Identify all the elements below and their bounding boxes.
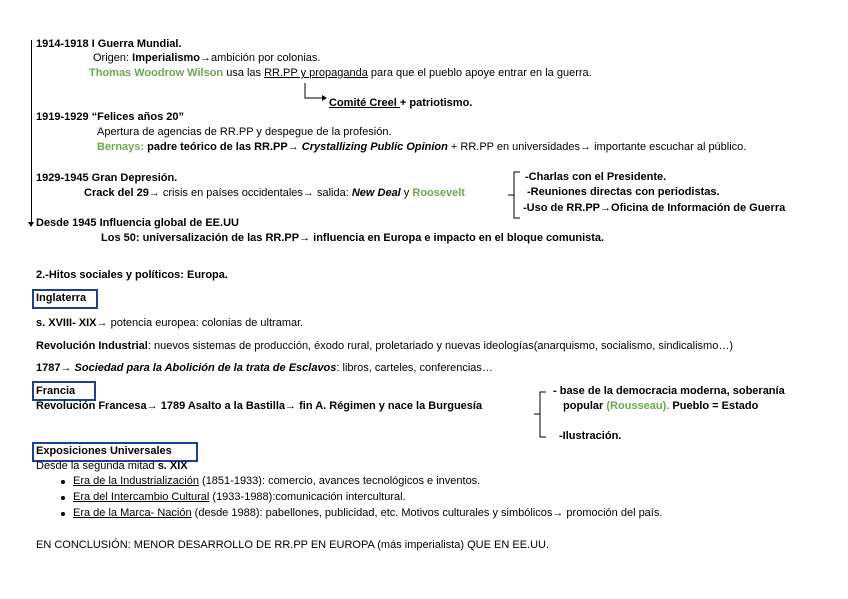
creel-line [329,97,472,110]
heading-1929: 1929-1945 Gran Depresión. [36,172,178,184]
francia-item-2a: popular [563,400,607,412]
arrow-icon: → [552,507,564,519]
roosevelt-item-3b: Oficina de Información de Guerra [611,202,786,214]
y1787-ital: Sociedad para la Abolición de la trata de Esclavos [71,362,337,374]
roosevelt: Roosevelt [412,187,465,199]
y1787-bold: 1787 [36,362,61,374]
roosevelt-item-1: -Charlas con el Presidente. [525,171,667,183]
crack-mid: crisis en países occidentales [159,187,303,199]
francia-item-1: - base de la democracia moderna, soberanía [553,385,785,397]
timeline-arrowhead [28,222,34,227]
arrow-icon: → [302,187,314,199]
era-rest: (desde 1988): pabellones, publicidad, etc. Motivos culturales y simbólicos [191,507,553,519]
newdeal: New Deal [351,187,401,199]
wilson-link: RR.PP y propaganda [264,67,368,79]
revfr-b: 1789 Asalto a la Bastilla [157,400,286,412]
era-name: Era de la Marca- Nación [73,507,192,519]
s18-line [36,317,303,330]
los50-line [101,232,604,245]
y1787-line [36,362,493,375]
origen-bold: Imperialismo [132,52,200,64]
francia-item-3: -Ilustración. [559,430,622,442]
bernays-name: Bernays: [97,141,145,153]
expo-sub-b: s. XIX [157,460,188,472]
bernays-book: Crystallizing Public Opinion [298,141,448,153]
rev-ind-line [36,340,733,353]
wilson-name: Thomas Woodrow Wilson [89,67,224,79]
bullet-icon [61,480,65,484]
wilson-rest: para que el pueblo apoye entrar en la guerra. [367,67,592,79]
arrow-icon: → [287,141,299,153]
arrow-icon: → [148,187,160,199]
arrow-icon: → [285,400,297,412]
bernays-line [97,141,746,154]
wilson-mid: usa las [223,67,265,79]
era-name: Era de la Industrialización [73,475,199,487]
conclusion: EN CONCLUSIÓN: MENOR DESARROLLO DE RR.PP EN EUROPA (más imperialista) QUE EN EE.UU. [36,539,550,551]
bullet-icon [61,496,65,500]
origen-label: Origen: [93,52,133,64]
arrow-icon: → [146,400,158,412]
revfr-c: fin A. Régimen y nace la Burguesía [296,400,483,412]
crack-y: y [400,187,413,199]
era-rest2: promoción del país. [563,507,663,519]
revfr-line [36,400,482,413]
rev-ind-rest: : nuevos sistemas de producción, éxodo rural, proletariado y nuevas ideologías(anarquismo, socialismo, sindicalismo…) [147,340,733,352]
francia-item-2c: Pueblo = Estado [669,400,759,412]
era-rest: (1933-1988):comunicación intercultural. [209,491,406,503]
creel-rest: + patriotismo. [399,97,473,109]
arrow-icon: → [299,232,311,244]
origen-rest: ambición por colonias. [211,52,321,64]
arrow-icon: → [200,52,211,64]
s18-bold: s. XVIII- XIX [36,317,97,329]
bernays-rest2: importante escuchar al público. [591,141,747,153]
expo-sub-a: Desde la segunda mitad [36,460,158,472]
roosevelt-item-2: -Reuniones directas con periodistas. [527,186,720,198]
crack-label: Crack del 29 [84,187,149,199]
s18-rest: potencia europea: colonias de ultramar. [107,317,304,329]
arrow-icon: → [60,362,72,374]
origen-line [93,52,320,65]
revfr-a: Revolución Francesa [36,400,147,412]
heading-1919: 1919-1929 “Felices años 20” [36,111,184,123]
roosevelt-item-3 [523,202,785,215]
era-rest: (1851-1933): comercio, avances tecnológicos e inventos. [198,475,481,487]
arrow-icon: → [600,202,612,214]
roosevelt-item-3a: -Uso de RR.PP [523,202,601,214]
creel-link: Comité Creel [329,97,400,109]
section2-title: 2.-Hitos sociales y políticos: Europa. [36,269,228,281]
francia-label: Francia [36,385,76,397]
francia-item-2 [563,400,758,413]
list-item [73,507,662,520]
expo-title: Exposiciones Universales [36,445,172,457]
arrow-icon: → [96,317,108,329]
los50a: Los 50: universalización de las RR.PP [101,232,300,244]
heading-1945: Desde 1945 Influencia global de EE.UU [36,217,239,229]
bernays-bold: padre teórico de las RR.PP [144,141,288,153]
los50b: influencia en Europa e impacto en el bloque comunista. [310,232,605,244]
era-name: Era del Intercambio Cultural [73,491,210,503]
crack-line [84,187,465,200]
inglaterra-label: Inglaterra [36,292,87,304]
agencias-line: Apertura de agencias de RR.PP y despegue de la profesión. [97,126,392,138]
wilson-line [89,67,592,80]
arrow-icon: → [580,141,592,153]
list-item [73,491,406,504]
y1787-rest: : libros, carteles, conferencias… [336,362,493,374]
rousseau: (Rousseau). [606,400,670,412]
bernays-rest1: + RR.PP en universidades [447,141,581,153]
bullet-icon [61,512,65,516]
crack-salida: salida: [313,187,352,199]
expo-sub [36,460,188,473]
list-item [73,475,480,488]
rev-ind-bold: Revolución Industrial [36,340,148,352]
heading-1914: 1914-1918 I Guerra Mundial. [36,38,182,50]
